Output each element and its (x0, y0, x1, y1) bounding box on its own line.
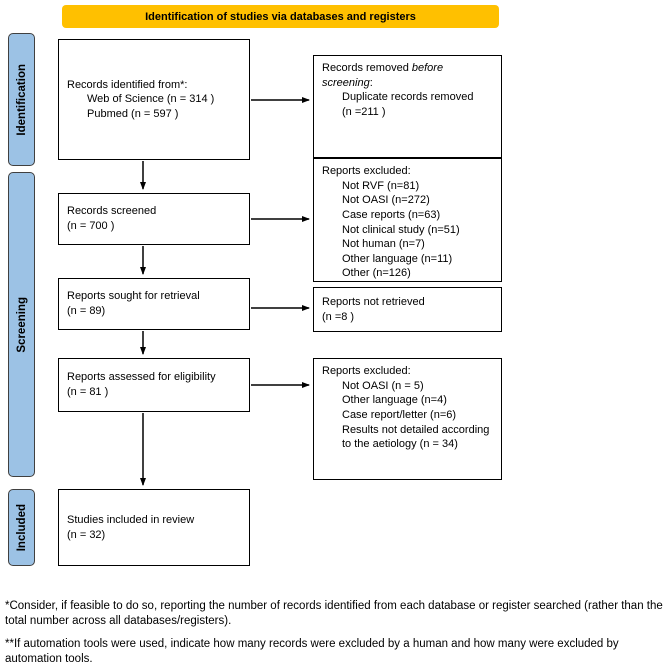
records-identified-box (58, 39, 250, 160)
records-removed-box (313, 55, 502, 158)
studies-included-line: (n = 32) (67, 528, 106, 541)
reports-excluded-box-1 (313, 158, 502, 282)
reports-sought-line: (n = 89) (67, 305, 106, 317)
studies-included-box (58, 489, 250, 566)
reports-assessed-box (58, 358, 250, 412)
header-title: Identification of studies via databases and registers (145, 10, 416, 23)
reports-excluded-2-item: Not OASI (n = 5) (342, 379, 424, 392)
sidebar-included (8, 489, 35, 566)
records-identified-item: Web of Science (n = 314 ) (87, 93, 215, 106)
footnote-databases: *Consider, if feasible to do so, reporting the number of records identified from each database or register searched (rather than the total number across all databases/registers). (5, 600, 663, 627)
records-identified-title: Records identified from*: (67, 78, 188, 91)
reports-not-retrieved-line: Reports not retrieved (322, 295, 425, 308)
reports-excluded-box-2 (313, 358, 502, 480)
sidebar-included-label: Included (15, 503, 28, 552)
sidebar-screening-label: Screening (15, 296, 28, 353)
records-identified-item: Pubmed (n = 597 ) (87, 107, 179, 120)
reports-sought-line: Reports sought for retrieval (67, 290, 200, 303)
reports-excluded-1-item: Not OASI (n=272) (342, 194, 430, 207)
reports-excluded-1-item: Not clinical study (n=51) (342, 223, 460, 236)
sidebar-identification-label: Identification (15, 63, 28, 136)
reports-excluded-1-item: Other language (n=11) (342, 252, 453, 265)
reports-not-retrieved-box (313, 287, 502, 332)
footnote-automation: **If automation tools were used, indicate how many records were excluded by a human and how many were excluded by automation tools. (5, 638, 619, 665)
sidebar-screening (8, 172, 35, 477)
studies-included-line: Studies included in review (67, 513, 195, 526)
records-removed-title: Records removed before screening: (322, 62, 444, 89)
reports-excluded-2-title: Reports excluded: (322, 365, 411, 377)
reports-excluded-1-item: Not human (n=7) (342, 238, 425, 251)
reports-assessed-line: Reports assessed for eligibility (67, 371, 216, 384)
header-banner (62, 5, 499, 28)
records-screened-box (58, 193, 250, 245)
reports-excluded-2-item: Other language (n=4) (342, 394, 447, 407)
reports-excluded-1-item: Case reports (n=63) (342, 208, 441, 221)
sidebar-identification (8, 33, 35, 166)
records-screened-line: (n = 700 ) (67, 220, 115, 232)
reports-excluded-2-item: Results not detailed according to the aetiology (n = 34) (342, 423, 490, 451)
reports-excluded-1-item: Other (n=126) (342, 267, 411, 280)
reports-excluded-2-item: Case report/letter (n=6) (342, 408, 457, 421)
reports-not-retrieved-line: (n =8 ) (322, 310, 355, 323)
records-screened-line: Records screened (67, 205, 157, 218)
records-removed-item: Duplicate records removed (342, 91, 474, 104)
records-removed-item: (n =211 ) (342, 105, 386, 118)
reports-excluded-1-item: Not RVF (n=81) (342, 179, 420, 192)
reports-assessed-line: (n = 81 ) (67, 386, 109, 398)
reports-excluded-1-title: Reports excluded: (322, 165, 411, 177)
reports-sought-box (58, 278, 250, 330)
